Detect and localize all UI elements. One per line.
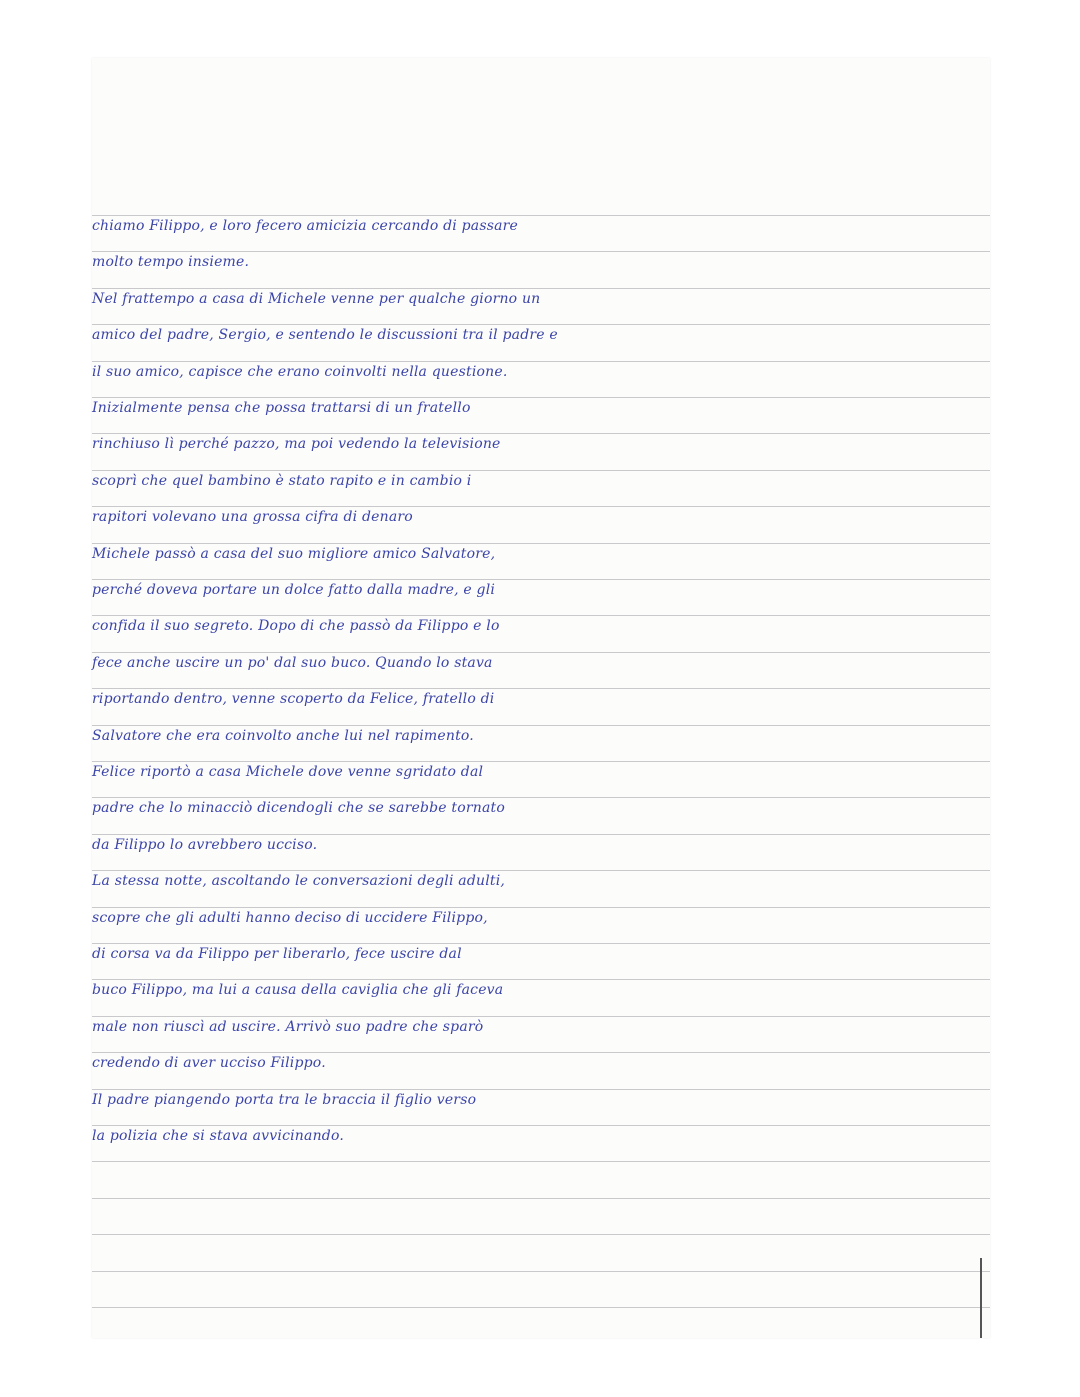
text-line: riportando dentro, venne scoperto da Felice, fratello di: [92, 691, 495, 707]
text-line: chiamo Filippo, e loro fecero amicizia cercando di passare: [92, 218, 519, 234]
text-line: perché doveva portare un dolce fatto dalla madre, e gli: [92, 582, 496, 598]
text-line: scoprì che quel bambino è stato rapito e in cambio i: [92, 473, 472, 489]
ruled-line: [92, 1307, 990, 1308]
text-line: il suo amico, capisce che erano coinvolti nella questione.: [92, 364, 508, 380]
text-line: credendo di aver ucciso Filippo.: [92, 1055, 326, 1071]
ruled-line: [92, 1198, 990, 1199]
text-line: di corsa va da Filippo per liberarlo, fece uscire dal: [92, 946, 462, 962]
text-line: padre che lo minacciò dicendogli che se sarebbe tornato: [92, 800, 505, 816]
text-line: Salvatore che era coinvolto anche lui nel rapimento.: [92, 728, 474, 744]
text-line: rapitori volevano una grossa cifra di denaro: [92, 509, 413, 525]
text-line: da Filippo lo avrebbero ucciso.: [92, 837, 318, 853]
text-line: molto tempo insieme.: [92, 254, 250, 270]
notebook-page: [92, 58, 990, 1338]
text-line: Michele passò a casa del suo migliore amico Salvatore,: [92, 546, 496, 562]
text-line: buco Filippo, ma lui a causa della caviglia che gli faceva: [92, 982, 504, 998]
text-line: confida il suo segreto. Dopo di che passò da Filippo e lo: [92, 618, 500, 634]
text-line: male non riuscì ad uscire. Arrivò suo padre che sparò: [92, 1019, 484, 1035]
ruled-line: [92, 1161, 990, 1162]
text-line: rinchiuso lì perché pazzo, ma poi vedendo la televisione: [92, 436, 501, 452]
margin-mark: [980, 1258, 982, 1338]
text-line: Il padre piangendo porta tra le braccia il figlio verso: [92, 1092, 477, 1108]
text-line: Inizialmente pensa che possa trattarsi di un fratello: [92, 400, 471, 416]
text-line: la polizia che si stava avvicinando.: [92, 1128, 344, 1144]
text-line: scopre che gli adulti hanno deciso di uccidere Filippo,: [92, 910, 488, 926]
ruled-line: [92, 1271, 990, 1272]
text-line: La stessa notte, ascoltando le conversazioni degli adulti,: [92, 873, 506, 889]
text-line: Felice riportò a casa Michele dove venne sgridato dal: [92, 764, 484, 780]
text-line: Nel frattempo a casa di Michele venne per qualche giorno un: [92, 291, 541, 307]
text-line: amico del padre, Sergio, e sentendo le discussioni tra il padre e: [92, 327, 558, 343]
ruled-line: [92, 1234, 990, 1235]
text-line: fece anche uscire un po' dal suo buco. Quando lo stava: [92, 655, 493, 671]
